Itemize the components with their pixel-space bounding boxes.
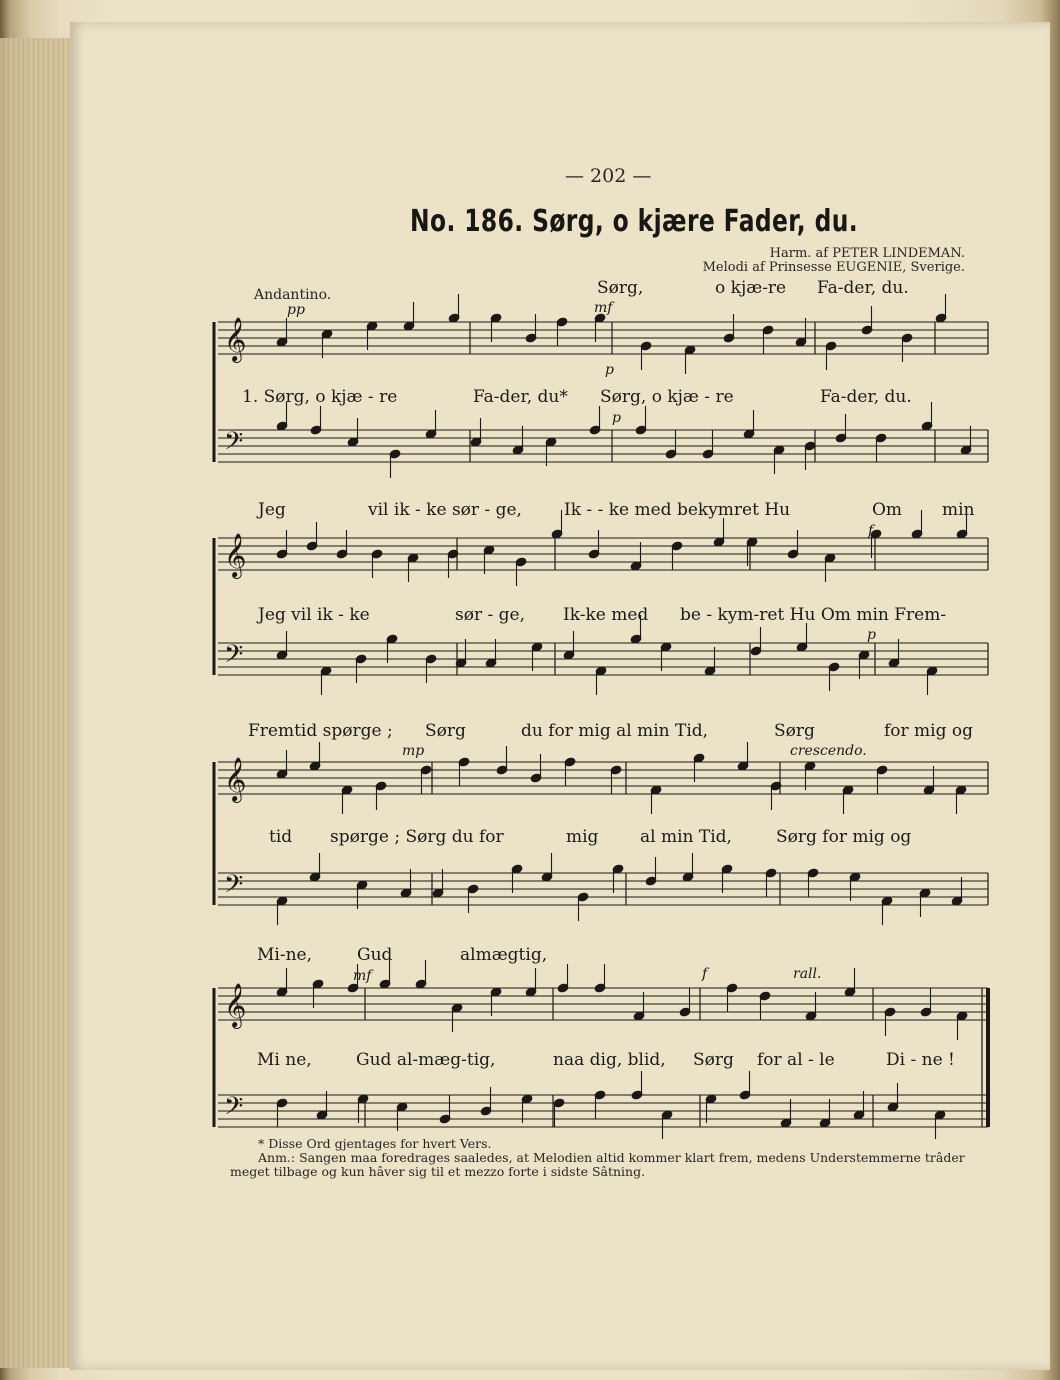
dynamic-p: p: [867, 627, 876, 643]
upper-lyric: for mig og: [884, 721, 974, 741]
annotation-line: meget tilbage og kun hâver sig til et mezzo forte i sidste Sâtning.: [230, 1164, 646, 1179]
lower-lyric: Fa-der, du*: [473, 387, 568, 407]
lower-lyric: spørge ; Sørg du for: [330, 827, 504, 847]
dynamic-f: f: [868, 523, 874, 539]
upper-lyric: Gud: [357, 945, 393, 965]
lower-lyric: Sørg, o kjæ - re: [600, 387, 734, 407]
upper-lyric: Sørg,: [597, 278, 644, 298]
tempo-marking: Andantino.: [254, 287, 332, 303]
treble-clef: 𝄞: [224, 317, 247, 361]
lower-lyric: for al - le: [757, 1050, 835, 1070]
page-number: — 202 —: [565, 165, 652, 187]
treble-clef: 𝄞: [224, 533, 247, 577]
rallentando-marking: rall.: [793, 966, 822, 982]
dynamic-pp: pp: [287, 302, 305, 318]
dynamic-p: p: [605, 362, 614, 378]
upper-lyric: vil ik - ke sør - ge,: [368, 500, 522, 520]
lower-lyric: Jeg vil ik - ke: [258, 605, 370, 625]
upper-lyric: o kjæ-re: [715, 278, 787, 298]
harmonization-credit: Harm. af PETER LINDEMAN.: [769, 246, 965, 261]
hymn-title: No. 186. Sørg, o kjære Fader, du.: [410, 204, 859, 239]
lower-lyric: naa dig, blid,: [553, 1050, 666, 1070]
lower-lyric: Ik-ke med: [563, 605, 649, 625]
treble-clef: 𝄞: [224, 757, 247, 801]
dynamic-mf: mf: [353, 968, 372, 984]
upper-lyric: du for mig al min Tid,: [521, 721, 709, 741]
lower-lyric: mig: [566, 827, 599, 847]
lower-lyric: Sørg: [693, 1050, 734, 1070]
lower-lyric: be - kym-ret Hu Om min Frem-: [680, 605, 947, 625]
upper-lyric: min: [942, 500, 975, 520]
upper-lyric: Jeg: [258, 500, 286, 520]
treble-clef: 𝄞: [224, 983, 247, 1027]
dynamic-f: f: [702, 966, 708, 982]
upper-lyric: Fremtid spørge ;: [248, 721, 393, 741]
bass-clef: 𝄢: [224, 427, 244, 462]
upper-lyric: Om: [872, 500, 903, 520]
lower-lyric: 1. Sørg, o kjæ - re: [242, 387, 398, 407]
bass-clef: 𝄢: [224, 640, 244, 675]
dynamic-mf: mf: [594, 300, 613, 316]
upper-lyric: Ik - - ke med bekymret Hu: [564, 500, 791, 520]
footnote: * Disse Ord gjentages for hvert Vers.: [258, 1136, 492, 1151]
upper-lyric: Sørg: [774, 721, 815, 741]
upper-lyric: Sørg: [425, 721, 466, 741]
upper-lyric: Fa-der, du.: [817, 278, 909, 298]
dynamic-p: p: [612, 410, 621, 426]
lower-lyric: tid: [269, 827, 293, 847]
dynamic-mp: mp: [402, 743, 425, 759]
annotation-line: Anm.: Sangen maa foredrages saaledes, at Melodien altid kommer klart frem, medens Understemmerne trâder: [258, 1150, 965, 1165]
lower-lyric: Mi ne,: [257, 1050, 312, 1070]
upper-lyric: Mi-ne,: [257, 945, 313, 965]
lower-lyric: Fa-der, du.: [820, 387, 912, 407]
crescendo-marking: crescendo.: [790, 743, 867, 759]
lower-lyric: Sørg for mig og: [776, 827, 912, 847]
lower-lyric: al min Tid,: [640, 827, 732, 847]
lower-lyric: sør - ge,: [455, 605, 525, 625]
lower-lyric: Gud al-mæg-tig,: [356, 1050, 496, 1070]
bass-clef: 𝄢: [224, 1092, 244, 1127]
bass-clef: 𝄢: [224, 870, 244, 905]
upper-lyric: almægtig,: [460, 945, 548, 965]
lower-lyric: Di - ne !: [886, 1050, 955, 1070]
clefs: [224, 317, 246, 1127]
melody-credit: Melodi af Prinsesse EUGENIE, Sverige.: [702, 260, 965, 275]
